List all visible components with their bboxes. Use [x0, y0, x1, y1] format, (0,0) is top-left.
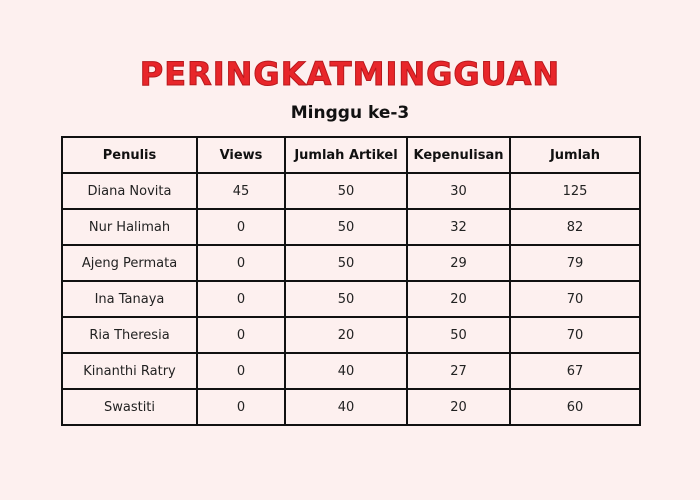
column-header-kepenulisan: Kepenulisan	[407, 137, 510, 173]
cell-penulis: Ajeng Permata	[62, 245, 197, 281]
cell-kepenulisan: 32	[407, 209, 510, 245]
cell-penulis: Ina Tanaya	[62, 281, 197, 317]
cell-jumlah-artikel: 50	[285, 281, 407, 317]
cell-kepenulisan: 20	[407, 389, 510, 425]
cell-jumlah-artikel: 50	[285, 245, 407, 281]
column-header-views: Views	[197, 137, 285, 173]
cell-jumlah-artikel: 50	[285, 173, 407, 209]
cell-jumlah: 82	[510, 209, 640, 245]
cell-jumlah-artikel: 40	[285, 389, 407, 425]
cell-penulis: Nur Halimah	[62, 209, 197, 245]
cell-jumlah: 125	[510, 173, 640, 209]
cell-jumlah: 70	[510, 317, 640, 353]
cell-penulis: Diana Novita	[62, 173, 197, 209]
cell-kepenulisan: 29	[407, 245, 510, 281]
table-header-row	[62, 137, 640, 173]
cell-jumlah: 79	[510, 245, 640, 281]
cell-kepenulisan: 27	[407, 353, 510, 389]
cell-jumlah-artikel: 50	[285, 209, 407, 245]
page-title: PERINGKATMINGGUAN	[139, 55, 561, 93]
cell-jumlah-artikel: 40	[285, 353, 407, 389]
cell-views: 0	[197, 317, 285, 353]
page-subtitle: Minggu ke-3	[290, 103, 410, 123]
cell-kepenulisan: 30	[407, 173, 510, 209]
column-header-jumlah-artikel: Jumlah Artikel	[285, 137, 407, 173]
cell-views: 0	[197, 245, 285, 281]
cell-penulis: Ria Theresia	[62, 317, 197, 353]
ranking-table	[61, 136, 641, 426]
table-row	[62, 245, 640, 281]
column-header-jumlah: Jumlah	[510, 137, 640, 173]
cell-penulis: Swastiti	[62, 389, 197, 425]
column-header-penulis: Penulis	[62, 137, 197, 173]
cell-jumlah: 67	[510, 353, 640, 389]
table-row	[62, 209, 640, 245]
cell-kepenulisan: 20	[407, 281, 510, 317]
cell-views: 0	[197, 389, 285, 425]
cell-jumlah: 70	[510, 281, 640, 317]
cell-jumlah-artikel: 20	[285, 317, 407, 353]
table-row	[62, 389, 640, 425]
cell-views: 0	[197, 353, 285, 389]
cell-penulis: Kinanthi Ratry	[62, 353, 197, 389]
table-row	[62, 353, 640, 389]
cell-views: 0	[197, 281, 285, 317]
cell-jumlah: 60	[510, 389, 640, 425]
table-row	[62, 281, 640, 317]
table-row	[62, 317, 640, 353]
cell-kepenulisan: 50	[407, 317, 510, 353]
cell-views: 0	[197, 209, 285, 245]
table-row	[62, 173, 640, 209]
cell-views: 45	[197, 173, 285, 209]
